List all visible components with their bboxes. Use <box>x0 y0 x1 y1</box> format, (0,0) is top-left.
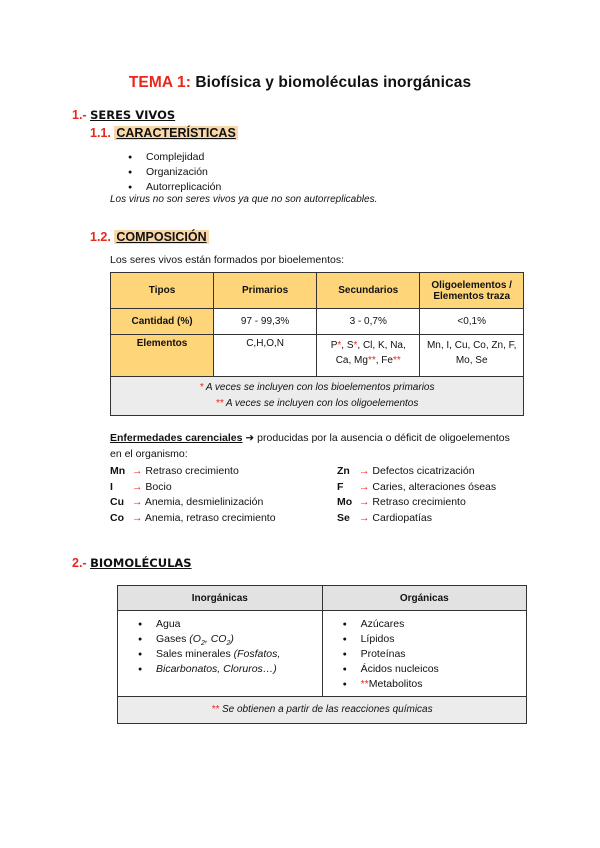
header-primarios: Primarios <box>214 273 317 309</box>
row-elementos-label: Elementos <box>111 335 214 377</box>
list-item: Mo → Retraso crecimiento <box>337 496 466 508</box>
subsection-1-1-label: CARACTERÍSTICAS <box>116 126 236 140</box>
list-item: Zn → Defectos cicatrización <box>337 465 475 477</box>
header-secundarios: Secundarios <box>317 273 420 309</box>
list-item: ● Sales minerales (Fosfatos, <box>138 647 314 662</box>
list-item: ● Complejidad <box>128 150 221 165</box>
list-item: ● Organización <box>128 165 221 180</box>
list-item: I → Bocio <box>110 480 172 493</box>
deficiency-intro: Enfermedades carenciales ➜ producidas por la ausencia o déficit de oligoelementos en el organismo: <box>110 432 510 460</box>
deficiency-list-left <box>110 464 276 526</box>
table-notes: * A veces se incluyen con los bioelementos primarios ** A veces se incluyen con los oligoelementos <box>111 377 524 416</box>
subsection-1-2-heading <box>90 230 209 244</box>
list-item: Se → Cardiopatías <box>337 511 432 524</box>
inorganic-cell <box>118 611 323 697</box>
subsection-1-1-heading <box>90 126 238 140</box>
subsection-1-1-number: 1.1. <box>90 126 111 140</box>
section-2-label: BIOMOLÉCULAS <box>90 556 192 570</box>
header-inorganicas: Inorgánicas <box>118 586 323 611</box>
list-item-cont: ● Bicarbonatos, Cloruros…) <box>138 662 314 677</box>
row-cantidad-label: Cantidad (%) <box>111 309 214 335</box>
section-1-label: SERES VIVOS <box>90 108 176 122</box>
organic-list <box>343 617 518 692</box>
list-item: ● Autorreplicación <box>128 180 221 195</box>
bioelements-table <box>110 272 524 416</box>
characteristics-list <box>128 150 221 195</box>
title-text: Biofísica y biomoléculas inorgánicas <box>195 74 472 91</box>
list-item: F → Caries, alteraciones óseas <box>337 480 497 493</box>
list-item: ● Agua <box>138 617 314 632</box>
subsection-1-2-number: 1.2. <box>90 230 111 244</box>
list-item: ● Ácidos nucleicos <box>343 662 518 677</box>
section-1-number: 1.- <box>72 108 87 122</box>
virus-note: Los virus no son seres vivos ya que no son autorreplicables. <box>110 194 378 205</box>
inorganic-list <box>138 617 314 677</box>
section-2-number: 2.- <box>72 556 87 570</box>
organic-cell <box>322 611 526 697</box>
list-item: Mn → Retraso crecimiento <box>110 465 239 477</box>
elementos-secundarios: P*, S*, Cl, K, Na, Ca, Mg**, Fe** <box>317 335 420 377</box>
list-item: ● Lípidos <box>343 632 518 647</box>
header-oligoelementos: Oligoelementos / Elementos traza <box>420 273 524 309</box>
list-item: ● Proteínas <box>343 647 518 662</box>
subsection-1-2-label: COMPOSICIÓN <box>116 230 207 244</box>
biomolecules-table <box>117 585 527 724</box>
elementos-primarios: C,H,O,N <box>214 335 317 377</box>
header-tipos: Tipos <box>111 273 214 309</box>
list-item: ● Gases ($O_2$, $CO_2$) <box>138 632 314 647</box>
list-item: Co → Anemia, retraso crecimiento <box>110 511 276 524</box>
list-item: Cu → Anemia, desmielinización <box>110 496 264 508</box>
list-item: ● **Metabolitos <box>343 677 518 692</box>
biomolecules-note: ** Se obtienen a partir de las reacciones químicas <box>118 697 527 724</box>
deficiency-list-right <box>337 464 496 526</box>
composition-intro: Los seres vivos están formados por bioelementos: <box>110 254 345 266</box>
section-1-heading <box>72 108 175 122</box>
cantidad-secundarios: 3 - 0,7% <box>317 309 420 335</box>
elementos-oligo: Mn, I, Cu, Co, Zn, F, Mo, Se <box>420 335 524 377</box>
cantidad-oligo: <0,1% <box>420 309 524 335</box>
cantidad-primarios: 97 - 99,3% <box>214 309 317 335</box>
page-title <box>0 74 600 92</box>
section-2-heading <box>72 556 192 570</box>
title-prefix: TEMA 1: <box>128 74 191 91</box>
header-organicas: Orgánicas <box>322 586 526 611</box>
list-item: ● Azúcares <box>343 617 518 632</box>
